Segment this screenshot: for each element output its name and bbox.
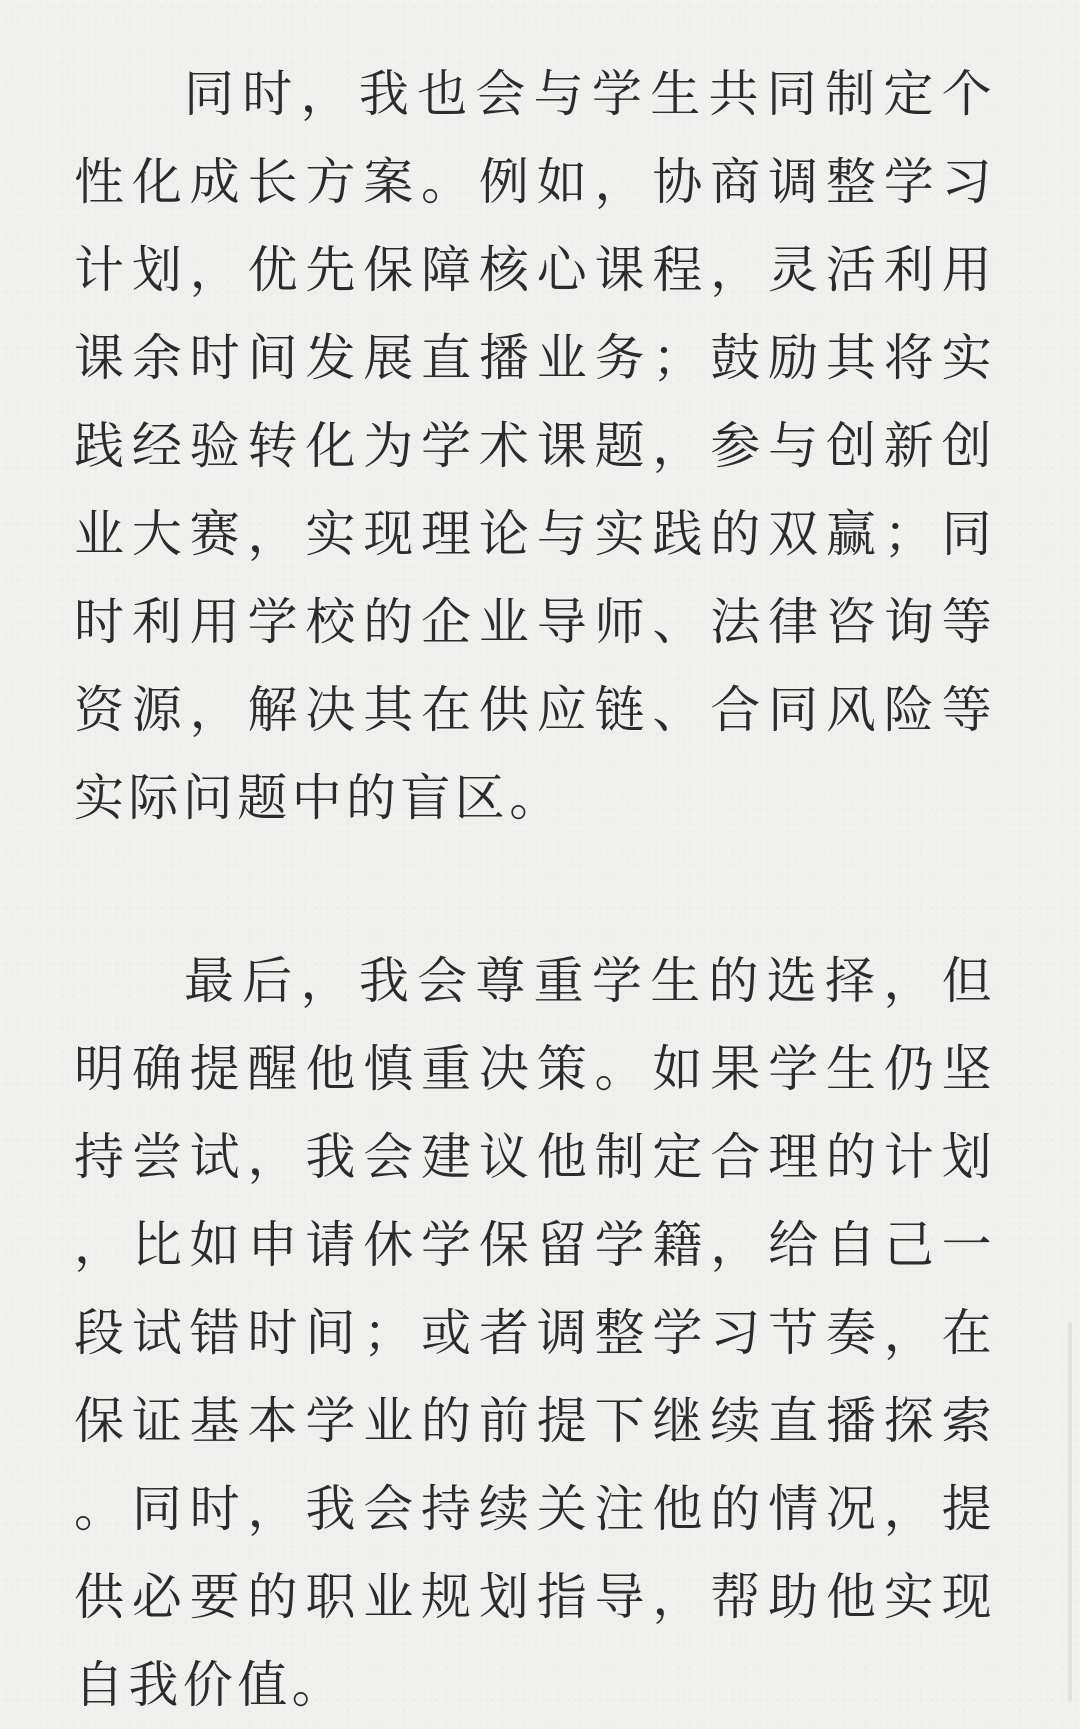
scrollbar[interactable] [1068, 1322, 1072, 1702]
paragraph-personalized-plan: 同时，我也会与学生共同制定个性化成长方案。例如，协商调整学习计划，优先保障核心课程，灵活利用课余时间发展直播业务；鼓励其将实践经验转化为学术课题，参与创新创业大赛，实现理论与实践的双赢；同时利用学校的企业导师、法律咨询等资源，解决其在供应链、合同风险等实际问题中的盲区。 [74, 65, 996, 827]
paragraph-respect-choice: 最后，我会尊重学生的选择，但明确提醒他慎重决策。如果学生仍坚持尝试，我会建议他制定合理的计划，比如申请休学保留学籍，给自己一段试错时间；或者调整学习节奏，在保证基本学业的前提下继续直播探索。同时，我会持续关注他的情况，提供必要的职业规划指导，帮助他实现自我价值。 [74, 952, 996, 1714]
